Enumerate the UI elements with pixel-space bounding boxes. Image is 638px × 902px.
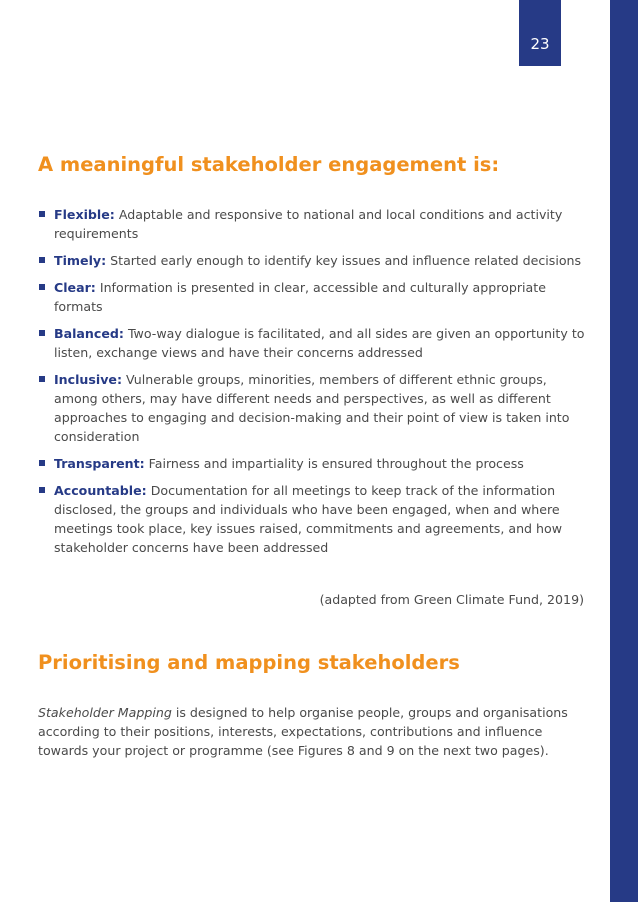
page-number: 23 — [519, 0, 561, 66]
list-item — [38, 205, 588, 243]
item-term: Timely: — [54, 253, 107, 268]
item-term: Balanced: — [54, 326, 124, 341]
section-heading-engagement: A meaningful stakeholder engagement is: — [38, 153, 500, 176]
item-text: Two-way dialogue is facilitated, and all sides are given an opportunity to listen, exchange views and have their concerns addressed — [54, 326, 585, 360]
square-bullet-icon — [39, 376, 45, 382]
list-item — [38, 454, 588, 473]
list-item — [38, 370, 588, 446]
section-heading-prioritising: Prioritising and mapping stakeholders — [38, 651, 460, 674]
item-text: Documentation for all meetings to keep track of the information disclosed, the groups and individuals who have been engaged, when and where meetings took place, key issues raised, commitments and agreements, and how stakeholder concerns have been addressed — [54, 483, 563, 555]
square-bullet-icon — [39, 211, 45, 217]
item-term: Inclusive: — [54, 372, 122, 387]
item-text: Information is presented in clear, accessible and culturally appropriate formats — [54, 280, 546, 314]
item-text: Vulnerable groups, minorities, members of different ethnic groups, among others, may have different needs and perspectives, as well as different approaches to engaging and decision-making and their point of view is taken into consideration — [54, 372, 570, 444]
square-bullet-icon — [39, 257, 45, 263]
right-edge-bar — [610, 0, 638, 902]
item-text: Adaptable and responsive to national and local conditions and activity requirements — [54, 207, 563, 241]
list-item — [38, 481, 588, 557]
square-bullet-icon — [39, 284, 45, 290]
paragraph-text: is designed to help organise people, groups and organisations according to their positions, interests, expectations, contributions and influence towards your project or programme (see Figures 8 and 9 on the next two pages). — [38, 705, 568, 758]
body-paragraph — [38, 703, 588, 760]
item-term: Accountable: — [54, 483, 147, 498]
square-bullet-icon — [39, 487, 45, 493]
item-text: Fairness and impartiality is ensured throughout the process — [144, 456, 524, 471]
source-citation: (adapted from Green Climate Fund, 2019) — [319, 592, 584, 607]
engagement-criteria-list — [38, 205, 588, 565]
item-text: Started early enough to identify key issues and influence related decisions — [106, 253, 582, 268]
item-term: Transparent: — [54, 456, 145, 471]
list-item — [38, 251, 588, 270]
square-bullet-icon — [39, 460, 45, 466]
square-bullet-icon — [39, 330, 45, 336]
list-item — [38, 278, 588, 316]
item-term: Clear: — [54, 280, 96, 295]
item-term: Flexible: — [54, 207, 115, 222]
list-item — [38, 324, 588, 362]
italic-term: Stakeholder Mapping — [38, 705, 172, 720]
